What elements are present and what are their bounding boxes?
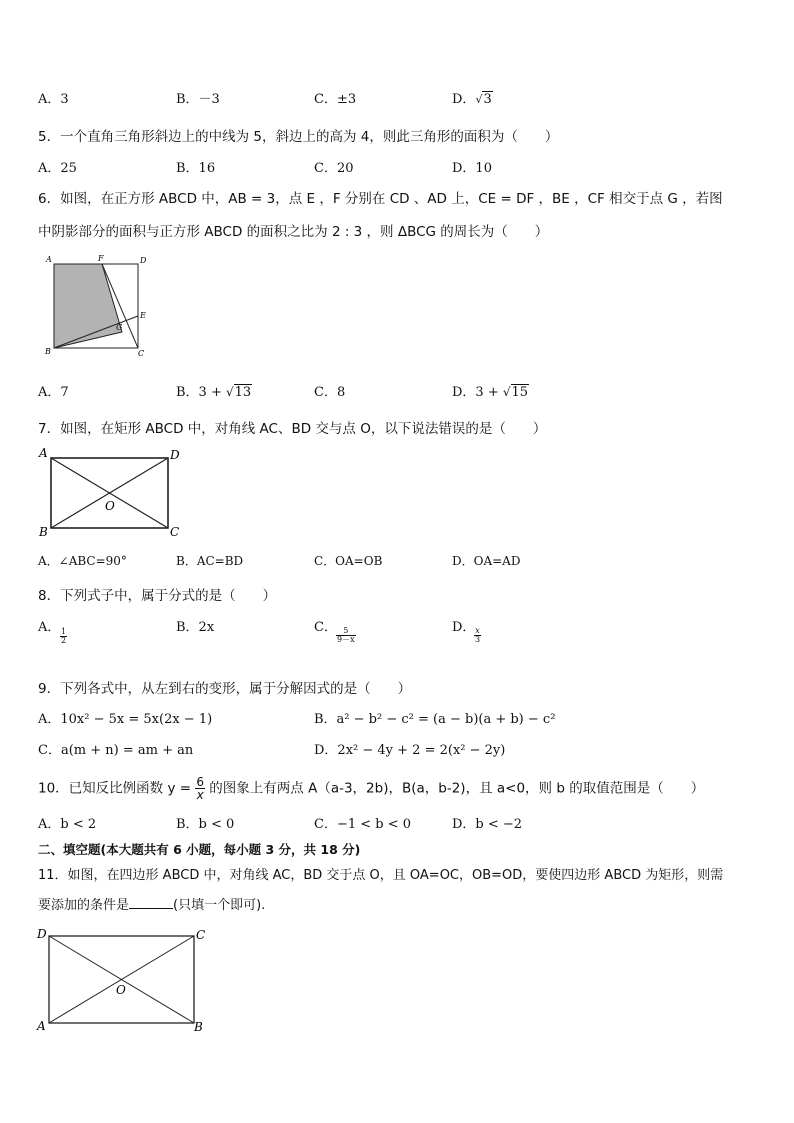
q6-label-c: C [138,349,145,358]
q7-label-b: B [39,525,48,539]
q7-label-a: A [39,446,48,460]
q10-stem: 10．已知反比例函数 y = $\frac{6}{x}$ 的图象上有两点 A（a-3，2b)，B(a，b-2)，且 a<0，则 b 的取值范围是（ ） [38,775,705,802]
q8-fraction-d: $\frac{x}{3}$ [475,626,481,644]
q8-option-d: D． [452,620,476,635]
q5-stem: 5．一个直角三角形斜边上的中线为 5，斜边上的高为 4，则此三角形的面积为（ ） [38,129,559,145]
q5-option-b: B．16 [176,161,216,176]
q7-label-o: O [105,499,115,513]
q6-label-f: F [98,254,104,263]
q6-label-g: G [116,323,123,332]
q6-stem-line2: 中阴影部分的面积与正方形 ABCD 的面积之比为 2 : 3 ，则 ΔBCG 的周长为（ ） [38,224,549,240]
q6-stem-line1: 6．如图，在正方形 ABCD 中，AB = 3，点 E ，F 分别在 CD 、AD 上，CE = DF ，BE ，CF 相交于点 G ，若图 [38,191,723,207]
q10-option-a: A．b < 2 [38,817,97,832]
q11-stem-line2: 要添加的条件是 (只填一个即可). [38,898,266,913]
q11-label-b: B [194,1020,203,1034]
q11-stem-line1: 11．如图，在四边形 ABCD 中，对角线 AC，BD 交于点 O，且 OA=OC，OB=OD，要使四边形 ABCD 为矩形，则需 [38,868,724,883]
q7-stem: 7．如图，在矩形 ABCD 中，对角线 AC、BD 交与点 O，以下说法错误的是（ ） [38,421,547,437]
q11-answer-blank[interactable] [129,896,173,909]
q4-option-c: C．±3 [314,92,357,107]
q4-option-d: D．√3 [452,92,492,107]
q11-label-o: O [116,983,126,997]
q10-option-c: C．−1 < b < 0 [314,817,412,832]
q11-label-d: D [37,927,47,941]
q7-rectangle-figure [36,444,186,540]
q8-stem: 8．下列式子中，属于分式的是（ ） [38,588,277,604]
q9-option-b: B．a² − b² − c² = (a − b)(a + b) − c² [314,712,556,727]
q6-option-b: B．3 + √13 [176,385,252,400]
q8-option-c: C． [314,620,337,635]
q7-option-d: D．OA=AD [452,554,521,568]
q5-option-d: D．10 [452,161,492,176]
q4-option-b: B．－3 [176,92,220,107]
q8-option-a: A． [38,620,61,635]
q7-option-a: A．∠ABC=90° [38,554,127,568]
q6-b-radicand: 13 [234,385,252,400]
section-heading: 二、填空题(本大题共有 6 小题，每小题 3 分，共 18 分) [38,842,361,857]
q6-option-a: A．7 [38,385,69,400]
q6-square-figure [42,252,152,360]
q11-label-a: A [37,1019,46,1033]
q6-label-e: E [140,311,146,320]
q6-option-d: D．3 + √15 [452,385,529,400]
q7-label-d: D [170,448,180,462]
q8-fraction-a: $\frac{1}{2}$ [61,627,67,645]
q5-option-a: A．25 [38,161,77,176]
q6-label-d: D [140,256,147,265]
q9-option-d: D．2x² − 4y + 2 = 2(x² − 2y) [314,743,506,758]
q4-option-a: A．3 [38,92,69,107]
q4-d-radicand: 3 [483,92,492,107]
q11-quadrilateral-figure [34,924,214,1036]
q9-stem: 9．下列各式中，从左到右的变形，属于分解因式的是（ ） [38,681,412,697]
q7-label-c: C [170,525,180,539]
q9-option-c: C．a(m + n) = am + an [38,743,194,758]
q7-option-c: C．OA=OB [314,554,383,568]
q6-d-radicand: 15 [511,385,529,400]
q5-option-c: C．20 [314,161,354,176]
q9-option-a: A．10x² − 5x = 5x(2x − 1) [38,712,213,727]
q6-label-a: A [46,255,52,264]
q6-option-c: C．8 [314,385,346,400]
q8-option-b: B．2x [176,620,215,635]
q8-fraction-c: $\frac{5}{9-x}$ [337,626,355,644]
q10-option-d: D．b < −2 [452,817,523,832]
q7-option-b: B．AC=BD [176,554,244,568]
q6-label-b: B [45,347,51,356]
q11-label-c: C [196,928,206,942]
q10-option-b: B．b < 0 [176,817,235,832]
